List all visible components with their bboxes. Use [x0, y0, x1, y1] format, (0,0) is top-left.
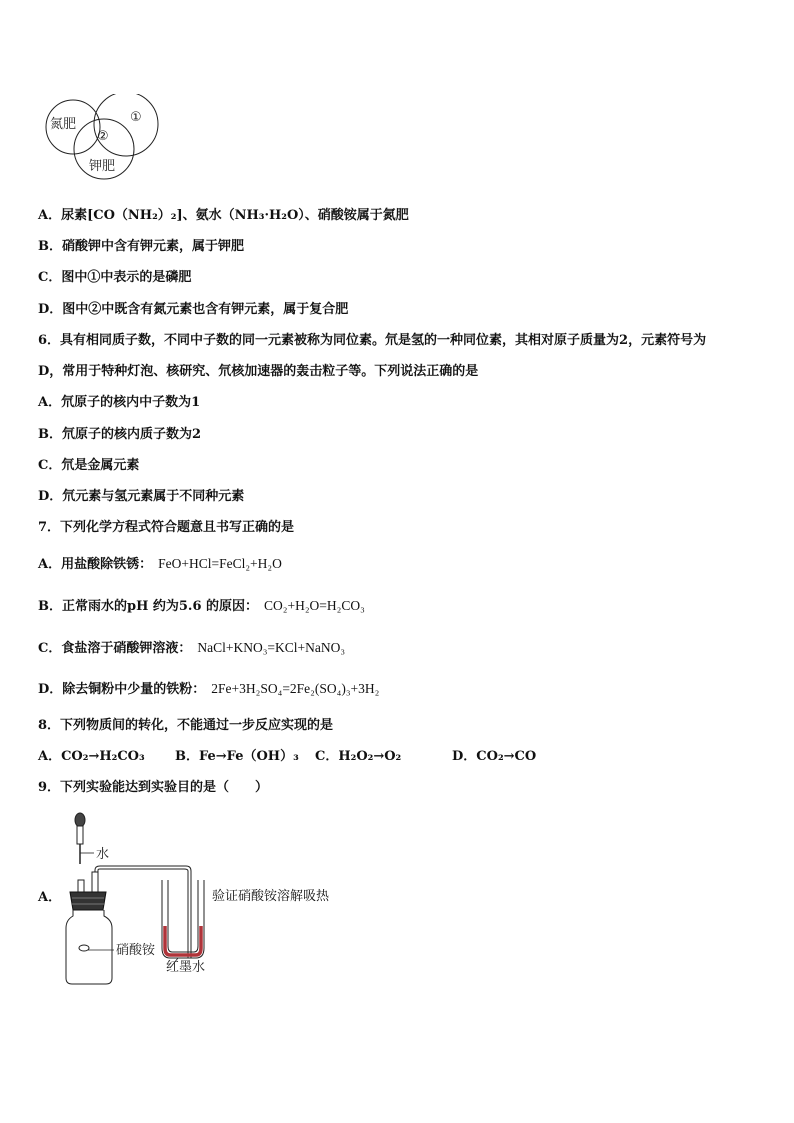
- q9-option-a-caption: 验证硝酸铵溶解吸热: [212, 889, 330, 904]
- venn-diagram: [44, 94, 164, 186]
- venn-label-potassium: 钾肥: [89, 159, 116, 174]
- q8-stem: 8．下列物质间的转化，不能通过一步反应实现的是: [38, 718, 334, 733]
- q6-option-a: A．氘原子的核内中子数为1: [38, 395, 201, 410]
- q7-option-d-equation: 2Fe+3H₂SO₄=2Fe₂(SO₄)₃+3H₂: [211, 681, 380, 696]
- venn-label-nitrogen: 氮肥: [50, 117, 77, 132]
- label-ammonium-nitrate: 硝酸铵: [116, 943, 156, 958]
- q6-option-c: C．氘是金属元素: [38, 458, 140, 473]
- q8-option-a: A．CO₂→H₂CO₃: [38, 749, 145, 764]
- q7-option-c: [38, 640, 345, 657]
- q7-option-b-equation: CO₂+H₂O=H₂CO₃: [264, 598, 365, 613]
- q7-option-b-text: B．正常雨水的pH 约为5.6 的原因：: [38, 599, 259, 614]
- q9-apparatus-diagram: [58, 808, 218, 988]
- q7-option-c-text: C．食盐溶于硝酸钾溶液：: [38, 641, 192, 656]
- dropper-icon: [75, 813, 94, 864]
- q6-stem-line1: 6．具有相同质子数，不同中子数的同一元素被称为同位素。氘是氢的一种同位素，其相对原子质量为2，元素符号为: [38, 333, 707, 348]
- q7-option-a-equation: FeO+HCl=FeCl₂+H₂O: [158, 556, 282, 571]
- label-red-ink: 红墨水: [166, 960, 206, 975]
- u-tube-icon: [162, 880, 204, 958]
- q5-option-c: C．图中①中表示的是磷肥: [38, 270, 192, 285]
- q7-option-a-text: A．用盐酸除铁锈：: [38, 557, 153, 572]
- q5-option-a: A．尿素[CO（NH₂）₂]、氨水（NH₃·H₂O）、硝酸铵属于氮肥: [38, 208, 409, 223]
- q8-option-b: B．Fe→Fe（OH）₃: [175, 749, 299, 764]
- venn-label-circled-2: ②: [97, 129, 109, 144]
- test-tube-icon: [79, 945, 89, 951]
- stopper-icon: [70, 872, 106, 910]
- q7-option-c-equation: NaCl+KNO₃=KCl+NaNO₃: [197, 640, 346, 655]
- q6-option-d: D．氘元素与氢元素属于不同种元素: [38, 489, 245, 504]
- q7-stem: 7．下列化学方程式符合题意且书写正确的是: [38, 520, 295, 535]
- q7-option-d: [38, 681, 379, 698]
- q7-option-d-text: D．除去铜粉中少量的铁粉：: [38, 682, 206, 697]
- q8-option-d: D．CO₂→CO: [452, 749, 537, 764]
- q8-option-c: C．H₂O₂→O₂: [315, 749, 402, 764]
- q5-option-d: D．图中②中既含有氮元素也含有钾元素，属于复合肥: [38, 302, 349, 317]
- label-water: 水: [96, 847, 110, 862]
- venn-circle-phosphate: [94, 94, 158, 156]
- q7-option-b: [38, 598, 365, 615]
- q5-option-b: B．硝酸钾中含有钾元素，属于钾肥: [38, 239, 244, 254]
- q6-option-b: B．氘原子的核内质子数为2: [38, 427, 202, 442]
- q6-stem-line2: D，常用于特种灯泡、核研究、氘核加速器的轰击粒子等。下列说法正确的是: [38, 364, 479, 379]
- q9-option-a-label: A．: [38, 890, 62, 905]
- q9-stem: 9．下列实验能达到实验目的是（ ）: [38, 780, 269, 795]
- venn-label-circled-1: ①: [130, 110, 142, 125]
- q7-option-a: [38, 556, 282, 573]
